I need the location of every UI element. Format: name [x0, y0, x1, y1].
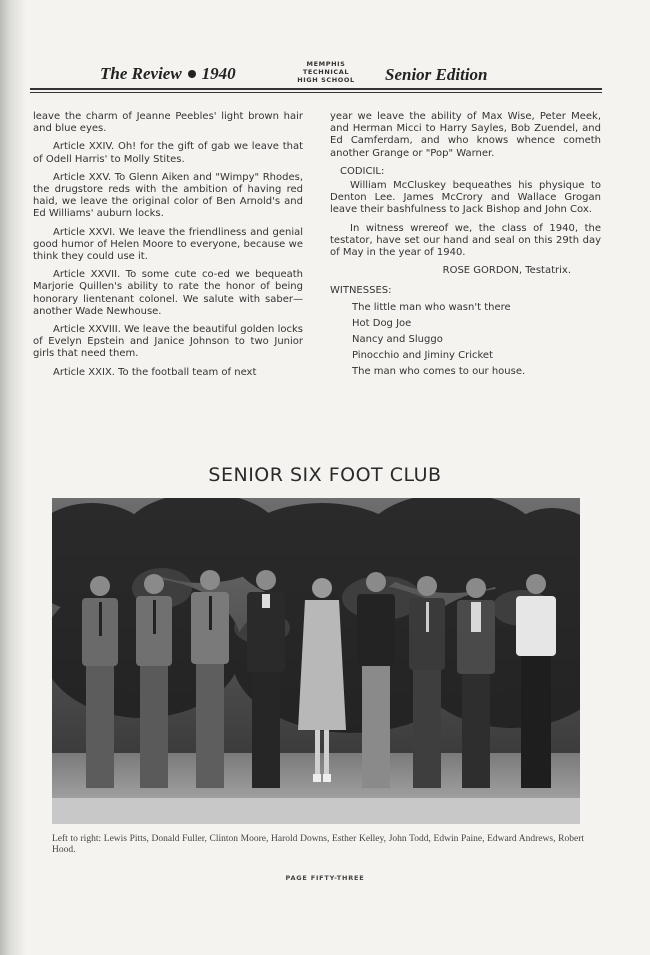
list-item: Pinocchio and Jiminy Cricket	[352, 349, 494, 361]
paragraph: Article XXIV. Oh! for the gift of gab we leave that of Odell Harris' to Molly Stites.	[33, 141, 303, 165]
left-text-column	[33, 111, 303, 385]
list-item: The man who comes to our house.	[352, 365, 526, 377]
paragraph: Article XXVIII. We leave the beautiful golden locks of Evelyn Epstein and Janice Johnson to two Junior girls that need them.	[33, 324, 303, 360]
header-edition: Senior Edition	[385, 65, 488, 84]
paragraph: William McCluskey bequeathes his physique to Denton Lee. James McCrory and Wallace Grogan leave their bashfulness to Jack Bishop and John Cox.	[330, 180, 601, 216]
paragraph: In witness wrereof we, the class of 1940, the testator, have set our hand and seal on this 29th day of May in the year of 1940.	[330, 222, 601, 259]
list-item: Nancy and Sluggo	[352, 333, 443, 345]
bullet-icon	[188, 70, 196, 78]
paragraph: Article XXVII. To some cute co-ed we bequeath Marjorie Quillen's ability to rate the honor of being honorary lientenant colonel. We salute with saber—another Wade Newhouse.	[33, 269, 303, 317]
paragraph: year we leave the ability of Max Wise, Peter Meek, and Herman Micci to Harry Sayles, Bob Zuendel, and Ed Camferdam, and who knows whence cometh another Grange or "Pop" Warner.	[330, 111, 601, 159]
paragraph: Article XXVI. We leave the friendliness and genial good humor of Helen Moore to everyone, because we think they could use it.	[33, 226, 303, 263]
header-school-name: MEMPHIS TECHNICAL HIGH SCHOOL	[297, 60, 355, 84]
header-rule	[30, 88, 602, 90]
header-publication-title: The Review 1940	[100, 64, 236, 83]
group-photo	[52, 498, 580, 824]
right-text-column	[330, 111, 601, 381]
header-rule	[30, 92, 602, 93]
list-item: Hot Dog Joe	[352, 317, 412, 329]
page-number: PAGE FIFTY-THREE	[285, 874, 365, 882]
photo-caption: Left to right: Lewis Pitts, Donald Fuller, Clinton Moore, Harold Downs, Esther Kelley, John Todd, Edwin Paine, Edward Andrews, Robert Hood.	[52, 834, 584, 855]
codicil-heading: CODICIL:	[340, 165, 385, 177]
witnesses-heading: WITNESSES:	[330, 285, 392, 297]
list-item: The little man who wasn't there	[352, 301, 511, 313]
running-header	[30, 58, 602, 92]
paragraph: Article XXV. To Glenn Aiken and "Wimpy" Rhodes, the drugstore reds with the ambition of having red haid, we leave the original color of Ben Arnold's and Ed Williams' auburn locks.	[33, 171, 303, 220]
standing-figures	[82, 570, 556, 788]
group-photo-illustration	[52, 498, 580, 824]
section-title: SENIOR SIX FOOT CLUB	[208, 464, 442, 486]
signature-line: ROSE GORDON, Testatrix.	[442, 265, 571, 277]
paragraph: leave the charm of Jeanne Peebles' light brown hair and blue eyes.	[33, 111, 303, 135]
witness-list	[330, 301, 601, 379]
paragraph: Article XXIX. To the football team of next	[53, 366, 257, 378]
